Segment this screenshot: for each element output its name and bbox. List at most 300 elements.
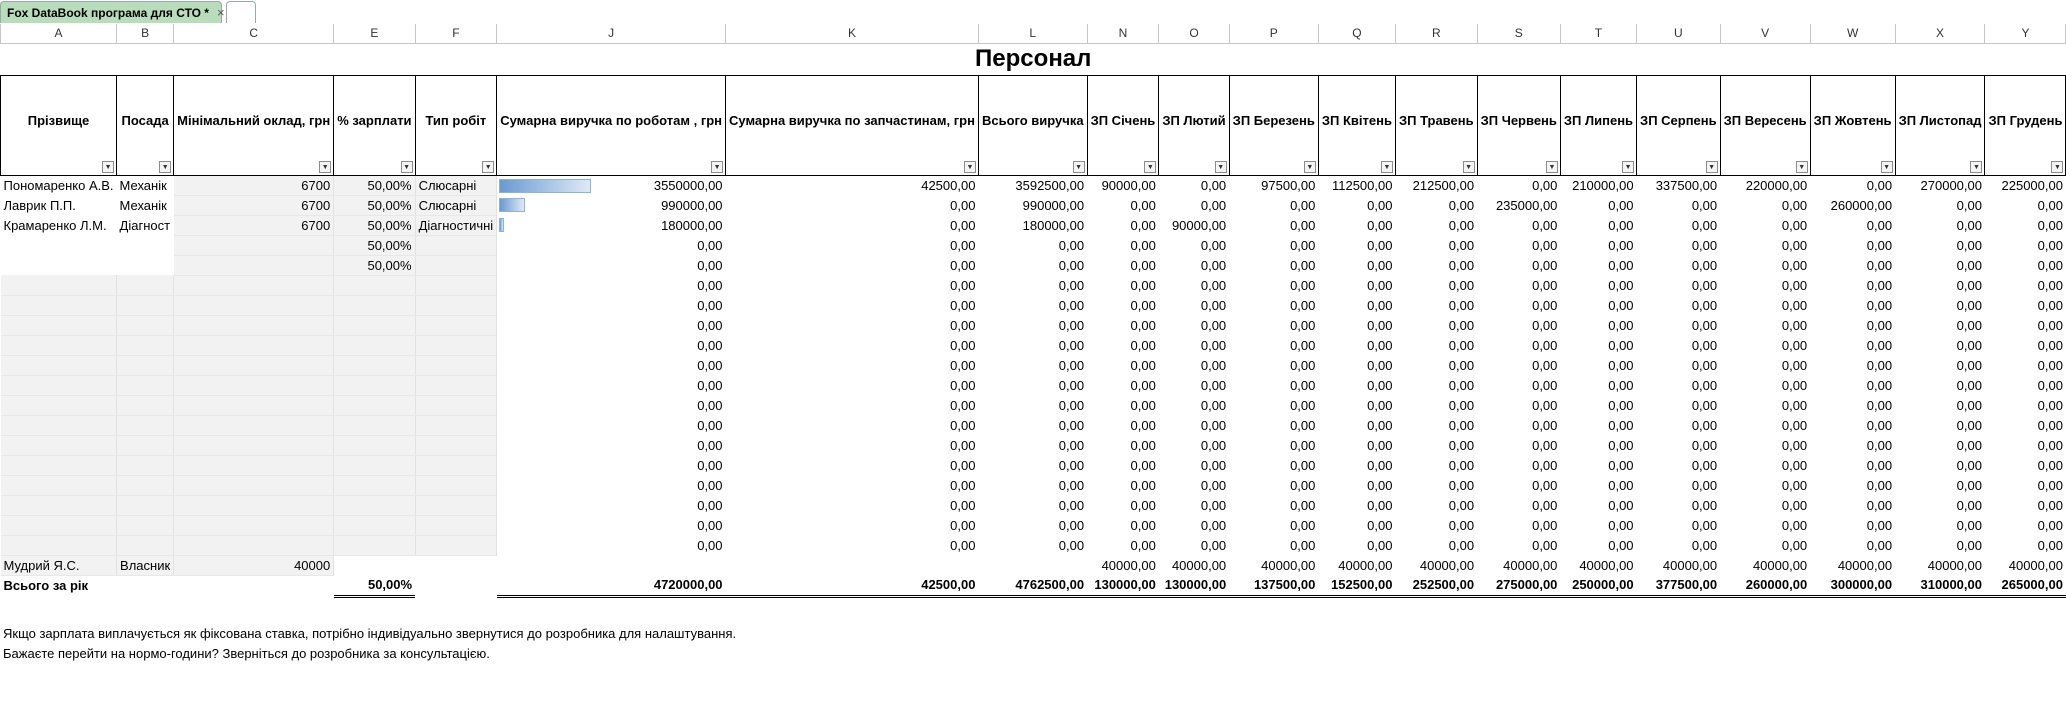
- cell-surname[interactable]: Крамаренко Л.М.: [3, 217, 107, 233]
- cell-month-salary[interactable]: 0,00: [1290, 417, 1316, 433]
- cell-revenue-total[interactable]: 0,00: [1058, 337, 1085, 353]
- cell-revenue-work[interactable]: 0,00: [697, 357, 723, 373]
- cell-work-type[interactable]: [415, 475, 497, 495]
- cell-work-type[interactable]: [415, 535, 497, 555]
- cell-month-salary[interactable]: 0,00: [1866, 237, 1893, 253]
- cell-revenue-total[interactable]: 0,00: [1058, 257, 1085, 273]
- cell-month-salary[interactable]: 0,00: [2037, 517, 2063, 533]
- cell-month-salary[interactable]: 0,00: [1200, 477, 1227, 493]
- cell-month-salary[interactable]: 40000,00: [1752, 557, 1808, 573]
- cell-month-salary[interactable]: 0,00: [1781, 497, 1808, 513]
- cell-month-salary[interactable]: 0,00: [1130, 217, 1156, 233]
- cell-month-salary[interactable]: 0,00: [1866, 417, 1893, 433]
- cell-month-salary[interactable]: 0,00: [1290, 437, 1316, 453]
- cell-position[interactable]: [117, 455, 174, 475]
- cell-surname[interactable]: [1, 235, 117, 255]
- cell-month-salary[interactable]: 0,00: [1290, 197, 1316, 213]
- cell-revenue-work[interactable]: [497, 235, 726, 255]
- cell-surname[interactable]: [1, 255, 117, 275]
- cell-month-salary[interactable]: 0,00: [1956, 337, 1982, 353]
- cell-month-salary[interactable]: 0,00: [1130, 197, 1156, 213]
- cell-month-salary[interactable]: 0,00: [1200, 257, 1227, 273]
- cell-revenue-parts[interactable]: 0,00: [950, 197, 976, 213]
- cell-month-salary[interactable]: 0,00: [1532, 237, 1558, 253]
- cell-month-salary[interactable]: 90000,00: [1171, 217, 1227, 233]
- cell-min-salary[interactable]: [174, 275, 334, 295]
- cell-month-salary[interactable]: 0,00: [1781, 477, 1808, 493]
- cell-month-salary[interactable]: 0,00: [1608, 437, 1634, 453]
- cell-surname[interactable]: [1, 475, 117, 495]
- filter-dropdown-icon[interactable]: ▼: [482, 161, 494, 173]
- cell-revenue-total[interactable]: 0,00: [1058, 497, 1085, 513]
- cell-month-salary[interactable]: 0,00: [1448, 477, 1475, 493]
- cell-month-salary[interactable]: 0,00: [1367, 517, 1393, 533]
- cell-month-salary[interactable]: 0,00: [1781, 357, 1808, 373]
- cell-work-type[interactable]: [415, 335, 497, 355]
- cell-month-salary[interactable]: 0,00: [1866, 537, 1893, 553]
- cell-month-salary[interactable]: 0,00: [1200, 177, 1227, 193]
- cell-month-salary[interactable]: 0,00: [1608, 317, 1634, 333]
- cell-revenue-parts[interactable]: 0,00: [950, 457, 976, 473]
- cell-month-salary[interactable]: 0,00: [1367, 277, 1393, 293]
- cell-surname[interactable]: [1, 515, 117, 535]
- cell-percent[interactable]: [334, 315, 415, 335]
- cell-month-salary[interactable]: 0,00: [1608, 537, 1634, 553]
- cell-month-salary[interactable]: 0,00: [1691, 437, 1718, 453]
- cell-month-salary[interactable]: 0,00: [2037, 437, 2063, 453]
- cell-month-salary[interactable]: 0,00: [1290, 537, 1316, 553]
- cell-revenue-total[interactable]: 0,00: [1058, 317, 1085, 333]
- cell-month-salary[interactable]: 0,00: [1691, 377, 1718, 393]
- cell-revenue-parts[interactable]: 0,00: [950, 397, 976, 413]
- cell-position[interactable]: [117, 435, 174, 455]
- filter-dropdown-icon[interactable]: ▼: [1215, 161, 1227, 173]
- cell-month-salary[interactable]: 0,00: [1956, 537, 1982, 553]
- cell-month-salary[interactable]: 0,00: [1367, 417, 1393, 433]
- cell-month-salary[interactable]: 40000,00: [2008, 557, 2063, 573]
- cell-month-salary[interactable]: 0,00: [1130, 297, 1156, 313]
- cell-work-type[interactable]: Слюсарні: [415, 175, 497, 195]
- cell-percent[interactable]: [334, 335, 415, 355]
- cell-min-salary[interactable]: [174, 315, 334, 335]
- total-month-salary[interactable]: 130000,00: [1087, 575, 1159, 596]
- cell-month-salary[interactable]: 0,00: [1448, 537, 1475, 553]
- cell-month-salary[interactable]: 0,00: [1367, 357, 1393, 373]
- cell-work-type[interactable]: [415, 295, 497, 315]
- filter-dropdown-icon[interactable]: ▼: [1881, 161, 1893, 173]
- cell-month-salary[interactable]: 0,00: [1448, 497, 1475, 513]
- cell-month-salary[interactable]: 0,00: [1956, 477, 1982, 493]
- cell-position[interactable]: [117, 415, 174, 435]
- cell-min-salary[interactable]: [174, 495, 334, 515]
- cell-month-salary[interactable]: 40000,00: [1662, 557, 1718, 573]
- column-header[interactable]: [1560, 75, 1636, 175]
- cell-percent[interactable]: [334, 415, 415, 435]
- cell-month-salary[interactable]: 0,00: [1448, 397, 1475, 413]
- cell-month-salary[interactable]: 0,00: [2037, 217, 2063, 233]
- cell-month-salary[interactable]: 0,00: [1532, 317, 1558, 333]
- cell-month-salary[interactable]: 0,00: [1781, 457, 1808, 473]
- cell-revenue-parts[interactable]: 0,00: [950, 217, 976, 233]
- cell-month-salary[interactable]: 0,00: [1290, 217, 1316, 233]
- cell-work-type[interactable]: Слюсарні: [415, 195, 497, 215]
- cell-month-salary[interactable]: 0,00: [1781, 317, 1808, 333]
- column-header[interactable]: [1810, 75, 1895, 175]
- cell-revenue-total[interactable]: 0,00: [1058, 357, 1085, 373]
- cell-month-salary[interactable]: 0,00: [1608, 397, 1634, 413]
- cell-month-salary[interactable]: 0,00: [1956, 397, 1982, 413]
- cell-month-salary[interactable]: 0,00: [2037, 397, 2063, 413]
- cell-month-salary[interactable]: 0,00: [1781, 537, 1808, 553]
- cell-month-salary[interactable]: 0,00: [1367, 297, 1393, 313]
- cell-position[interactable]: [117, 475, 174, 495]
- column-header[interactable]: [174, 75, 334, 175]
- cell-revenue-work[interactable]: 0,00: [697, 277, 723, 293]
- cell-position[interactable]: Діагност: [119, 217, 171, 233]
- column-header-letter[interactable]: Q: [1318, 24, 1395, 43]
- cell-revenue-parts[interactable]: 0,00: [950, 257, 976, 273]
- cell-month-salary[interactable]: 0,00: [1956, 517, 1982, 533]
- cell-month-salary[interactable]: 0,00: [1200, 357, 1227, 373]
- cell-surname[interactable]: Мудрий Я.С.: [1, 555, 117, 575]
- cell-month-salary[interactable]: 40000,00: [1837, 557, 1893, 573]
- total-revenue-work[interactable]: 4720000,00: [497, 575, 726, 596]
- cell-month-salary[interactable]: 0,00: [2037, 337, 2063, 353]
- cell-month-salary[interactable]: 0,00: [1448, 277, 1475, 293]
- cell-month-salary[interactable]: 0,00: [1448, 257, 1475, 273]
- cell-month-salary[interactable]: 0,00: [1290, 337, 1316, 353]
- cell-min-salary[interactable]: [174, 475, 334, 495]
- cell-revenue-work[interactable]: 0,00: [697, 337, 723, 353]
- cell-month-salary[interactable]: 0,00: [1532, 377, 1558, 393]
- cell-percent[interactable]: [334, 295, 415, 315]
- filter-dropdown-icon[interactable]: ▼: [1970, 161, 1982, 173]
- cell-revenue-total[interactable]: 0,00: [1058, 377, 1085, 393]
- cell-min-salary[interactable]: [174, 575, 334, 596]
- cell-month-salary[interactable]: 0,00: [1781, 297, 1808, 313]
- cell-month-salary[interactable]: 0,00: [1781, 257, 1808, 273]
- cell-month-salary[interactable]: 0,00: [1130, 317, 1156, 333]
- cell-surname[interactable]: [1, 535, 117, 555]
- cell-month-salary[interactable]: 0,00: [1866, 477, 1893, 493]
- cell-revenue-total[interactable]: 0,00: [1058, 277, 1085, 293]
- column-header[interactable]: [334, 75, 415, 175]
- cell-percent[interactable]: [334, 535, 415, 555]
- cell-percent[interactable]: 50,00%: [334, 175, 415, 195]
- cell-revenue-work[interactable]: 0,00: [697, 297, 723, 313]
- cell-min-salary[interactable]: [174, 515, 334, 535]
- cell-month-salary[interactable]: 0,00: [1956, 217, 1982, 233]
- column-header-letter[interactable]: N: [1087, 24, 1159, 43]
- cell-month-salary[interactable]: 0,00: [1130, 237, 1156, 253]
- cell-month-salary[interactable]: 0,00: [1691, 277, 1718, 293]
- column-header-letter[interactable]: O: [1159, 24, 1229, 43]
- cell-month-salary[interactable]: 0,00: [1130, 457, 1156, 473]
- cell-month-salary[interactable]: 0,00: [1367, 437, 1393, 453]
- filter-dropdown-icon[interactable]: ▼: [319, 161, 331, 173]
- cell-month-salary[interactable]: 0,00: [1956, 357, 1982, 373]
- cell-month-salary[interactable]: 90000,00: [1101, 177, 1156, 193]
- cell-position[interactable]: [117, 495, 174, 515]
- cell-position[interactable]: Механік: [119, 197, 167, 213]
- column-header-letter[interactable]: P: [1229, 24, 1318, 43]
- cell-percent[interactable]: [334, 495, 415, 515]
- cell-month-salary[interactable]: 0,00: [2037, 417, 2063, 433]
- cell-month-salary[interactable]: 0,00: [1200, 417, 1227, 433]
- cell-revenue-work[interactable]: 0,00: [697, 517, 723, 533]
- cell-month-salary[interactable]: 0,00: [1532, 177, 1558, 193]
- cell-work-type[interactable]: [415, 395, 497, 415]
- column-header[interactable]: [1318, 75, 1395, 175]
- column-header-letter[interactable]: U: [1637, 24, 1721, 43]
- cell-month-salary[interactable]: 0,00: [1691, 297, 1718, 313]
- cell-percent[interactable]: [334, 515, 415, 535]
- cell-percent[interactable]: [334, 395, 415, 415]
- column-header[interactable]: [497, 75, 726, 175]
- cell-surname[interactable]: [1, 415, 117, 435]
- cell-month-salary[interactable]: 0,00: [1448, 437, 1475, 453]
- cell-position[interactable]: [117, 515, 174, 535]
- cell-month-salary[interactable]: 0,00: [1608, 197, 1634, 213]
- cell-month-salary[interactable]: 0,00: [1290, 477, 1316, 493]
- cell-month-salary[interactable]: 0,00: [1367, 457, 1393, 473]
- cell-month-salary[interactable]: 270000,00: [1920, 177, 1982, 193]
- cell-revenue-work[interactable]: 0,00: [697, 317, 723, 333]
- column-header[interactable]: [726, 75, 979, 175]
- cell-revenue-work[interactable]: [497, 255, 726, 275]
- cell-revenue-total[interactable]: 0,00: [1058, 537, 1085, 553]
- filter-dropdown-icon[interactable]: ▼: [964, 161, 976, 173]
- cell-month-salary[interactable]: 0,00: [1691, 477, 1718, 493]
- cell-position[interactable]: [117, 395, 174, 415]
- column-header[interactable]: [1229, 75, 1318, 175]
- cell-percent[interactable]: 50,00%: [334, 255, 415, 275]
- cell-month-salary[interactable]: 0,00: [1691, 457, 1718, 473]
- cell-month-salary[interactable]: 0,00: [1448, 317, 1475, 333]
- cell-month-salary[interactable]: 0,00: [1691, 337, 1718, 353]
- column-header-letter[interactable]: Y: [1985, 24, 2066, 43]
- cell-month-salary[interactable]: 0,00: [1781, 517, 1808, 533]
- cell-month-salary[interactable]: 0,00: [1448, 297, 1475, 313]
- cell-month-salary[interactable]: 0,00: [1367, 497, 1393, 513]
- cell-work-type[interactable]: [415, 235, 497, 255]
- cell-month-salary[interactable]: 0,00: [1367, 237, 1393, 253]
- cell-surname[interactable]: [1, 315, 117, 335]
- cell-month-salary[interactable]: 0,00: [1448, 197, 1475, 213]
- cell-month-salary[interactable]: 0,00: [1532, 217, 1558, 233]
- filter-dropdown-icon[interactable]: ▼: [2051, 161, 2063, 173]
- filter-dropdown-icon[interactable]: ▼: [1381, 161, 1393, 173]
- cell-month-salary[interactable]: 0,00: [2037, 317, 2063, 333]
- cell-revenue-parts[interactable]: 0,00: [950, 297, 976, 313]
- cell-month-salary[interactable]: 0,00: [1532, 357, 1558, 373]
- total-month-salary[interactable]: 310000,00: [1895, 575, 1985, 596]
- column-header[interactable]: [1395, 75, 1477, 175]
- total-month-salary[interactable]: 137500,00: [1229, 575, 1318, 596]
- cell-surname[interactable]: [1, 355, 117, 375]
- cell-month-salary[interactable]: 0,00: [1532, 437, 1558, 453]
- cell-work-type[interactable]: [415, 455, 497, 475]
- cell-surname[interactable]: [1, 455, 117, 475]
- total-label[interactable]: Всього за рік: [3, 578, 89, 594]
- cell-month-salary[interactable]: 0,00: [1448, 417, 1475, 433]
- total-month-salary[interactable]: 250000,00: [1560, 575, 1636, 596]
- column-header[interactable]: [1637, 75, 1721, 175]
- cell-min-salary[interactable]: [174, 395, 334, 415]
- cell-month-salary[interactable]: 0,00: [1866, 437, 1893, 453]
- cell-month-salary[interactable]: 0,00: [1532, 477, 1558, 493]
- cell-month-salary[interactable]: 0,00: [1956, 317, 1982, 333]
- total-month-salary[interactable]: 252500,00: [1395, 575, 1477, 596]
- total-percent[interactable]: 50,00%: [334, 575, 415, 596]
- cell-revenue-total[interactable]: 180000,00: [1022, 217, 1085, 233]
- cell-month-salary[interactable]: 0,00: [1781, 337, 1808, 353]
- cell-month-salary[interactable]: 0,00: [1532, 257, 1558, 273]
- cell-month-salary[interactable]: 0,00: [2037, 477, 2063, 493]
- cell-month-salary[interactable]: 0,00: [1608, 477, 1634, 493]
- cell-revenue-total[interactable]: 0,00: [1058, 397, 1085, 413]
- total-revenue-total[interactable]: 4762500,00: [978, 575, 1087, 596]
- cell-percent[interactable]: 50,00%: [334, 235, 415, 255]
- filter-dropdown-icon[interactable]: ▼: [1073, 161, 1085, 173]
- cell-month-salary[interactable]: 0,00: [1866, 517, 1893, 533]
- cell-month-salary[interactable]: 0,00: [1200, 437, 1227, 453]
- cell-revenue-parts[interactable]: 0,00: [950, 277, 976, 293]
- cell-revenue-parts[interactable]: 0,00: [950, 317, 976, 333]
- cell-work-type[interactable]: [415, 255, 497, 275]
- cell-month-salary[interactable]: 0,00: [1200, 517, 1227, 533]
- cell-position[interactable]: Механік: [119, 177, 167, 193]
- cell-revenue-parts[interactable]: 0,00: [950, 537, 976, 553]
- column-header-letter[interactable]: S: [1477, 24, 1560, 43]
- cell-work-type[interactable]: [415, 415, 497, 435]
- cell-month-salary[interactable]: 0,00: [1691, 417, 1718, 433]
- cell-month-salary[interactable]: 0,00: [1608, 217, 1634, 233]
- cell-month-salary[interactable]: 0,00: [1448, 337, 1475, 353]
- cell-month-salary[interactable]: 0,00: [1200, 297, 1227, 313]
- cell-month-salary[interactable]: 0,00: [1866, 257, 1893, 273]
- cell-month-salary[interactable]: 0,00: [1608, 337, 1634, 353]
- cell-month-salary[interactable]: 40000,00: [1419, 557, 1475, 573]
- cell-month-salary[interactable]: 0,00: [1532, 397, 1558, 413]
- cell-month-salary[interactable]: 0,00: [1290, 317, 1316, 333]
- cell-revenue-work[interactable]: 0,00: [697, 537, 723, 553]
- cell-month-salary[interactable]: 0,00: [2037, 197, 2063, 213]
- cell-month-salary[interactable]: 0,00: [1691, 357, 1718, 373]
- cell-position[interactable]: [117, 235, 174, 255]
- cell-surname[interactable]: [1, 295, 117, 315]
- cell-surname[interactable]: [1, 495, 117, 515]
- cell-work-type[interactable]: [415, 275, 497, 295]
- column-header[interactable]: [415, 75, 497, 175]
- column-header[interactable]: [1985, 75, 2066, 175]
- cell-month-salary[interactable]: 0,00: [1691, 317, 1718, 333]
- cell-work-type[interactable]: [415, 555, 497, 575]
- filter-dropdown-icon[interactable]: ▼: [1706, 161, 1718, 173]
- cell-month-salary[interactable]: 0,00: [1448, 357, 1475, 373]
- cell-month-salary[interactable]: 0,00: [1367, 337, 1393, 353]
- cell-min-salary[interactable]: [174, 535, 334, 555]
- cell-revenue-total[interactable]: 0,00: [1058, 477, 1085, 493]
- cell-month-salary[interactable]: 0,00: [1448, 377, 1475, 393]
- cell-month-salary[interactable]: 0,00: [1130, 337, 1156, 353]
- column-header-letter[interactable]: W: [1810, 24, 1895, 43]
- cell-min-salary[interactable]: 6700: [174, 195, 334, 215]
- cell-work-type[interactable]: [415, 495, 497, 515]
- cell-month-salary[interactable]: 0,00: [1866, 177, 1893, 193]
- cell-revenue-parts[interactable]: 0,00: [950, 237, 976, 253]
- cell-month-salary[interactable]: 0,00: [1290, 237, 1316, 253]
- cell-month-salary[interactable]: 0,00: [1781, 237, 1808, 253]
- column-header[interactable]: [978, 75, 1087, 175]
- cell-surname[interactable]: [1, 395, 117, 415]
- cell-month-salary[interactable]: 0,00: [1608, 457, 1634, 473]
- cell-month-salary[interactable]: 0,00: [1367, 477, 1393, 493]
- cell-revenue-parts[interactable]: 0,00: [950, 357, 976, 373]
- filter-dropdown-icon[interactable]: ▼: [1546, 161, 1558, 173]
- cell-month-salary[interactable]: 0,00: [1781, 277, 1808, 293]
- cell-percent[interactable]: 50,00%: [334, 215, 415, 235]
- cell-month-salary[interactable]: 0,00: [2037, 497, 2063, 513]
- cell-revenue-work[interactable]: [497, 195, 726, 215]
- total-month-salary[interactable]: 130000,00: [1159, 575, 1229, 596]
- cell-month-salary[interactable]: 0,00: [1691, 217, 1718, 233]
- cell-month-salary[interactable]: 0,00: [1290, 277, 1316, 293]
- cell-month-salary[interactable]: 337500,00: [1655, 177, 1718, 193]
- new-tab-button[interactable]: [226, 1, 256, 23]
- cell-min-salary[interactable]: [174, 435, 334, 455]
- cell-surname[interactable]: [1, 335, 117, 355]
- cell-month-salary[interactable]: 0,00: [1290, 457, 1316, 473]
- cell-month-salary[interactable]: 0,00: [1200, 457, 1227, 473]
- cell-percent[interactable]: [334, 275, 415, 295]
- cell-month-salary[interactable]: 0,00: [1691, 257, 1718, 273]
- total-month-salary[interactable]: 377500,00: [1637, 575, 1721, 596]
- cell-month-salary[interactable]: 0,00: [2037, 537, 2063, 553]
- cell-month-salary[interactable]: 0,00: [1532, 277, 1558, 293]
- cell-month-salary[interactable]: 0,00: [1367, 197, 1393, 213]
- cell-month-salary[interactable]: 0,00: [1608, 277, 1634, 293]
- cell-month-salary[interactable]: 40000,00: [1503, 557, 1558, 573]
- cell-month-salary[interactable]: 0,00: [1866, 457, 1893, 473]
- cell-month-salary[interactable]: 0,00: [1781, 377, 1808, 393]
- cell-percent[interactable]: [334, 475, 415, 495]
- cell-revenue-parts[interactable]: 0,00: [950, 377, 976, 393]
- filter-dropdown-icon[interactable]: ▼: [711, 161, 723, 173]
- cell-percent[interactable]: [334, 455, 415, 475]
- cell-month-salary[interactable]: 0,00: [1290, 257, 1316, 273]
- filter-dropdown-icon[interactable]: ▼: [1463, 161, 1475, 173]
- cell-month-salary[interactable]: 112500,00: [1331, 177, 1393, 193]
- cell-revenue-parts[interactable]: 0,00: [950, 437, 976, 453]
- column-header[interactable]: [1720, 75, 1810, 175]
- cell-min-salary[interactable]: [174, 355, 334, 375]
- total-month-salary[interactable]: 265000,00: [1985, 575, 2066, 596]
- cell-month-salary[interactable]: 0,00: [1290, 297, 1316, 313]
- cell-revenue-parts[interactable]: 0,00: [950, 337, 976, 353]
- cell-month-salary[interactable]: 0,00: [1866, 397, 1893, 413]
- cell-month-salary[interactable]: 0,00: [1367, 317, 1393, 333]
- cell-month-salary[interactable]: 0,00: [1866, 357, 1893, 373]
- cell-month-salary[interactable]: 0,00: [1956, 437, 1982, 453]
- cell-revenue-work[interactable]: 0,00: [697, 457, 723, 473]
- cell-month-salary[interactable]: 0,00: [1200, 497, 1227, 513]
- total-revenue-parts[interactable]: 42500,00: [726, 575, 979, 596]
- cell-month-salary[interactable]: 0,00: [1781, 397, 1808, 413]
- cell-month-salary[interactable]: 0,00: [1130, 477, 1156, 493]
- cell-month-salary[interactable]: 0,00: [1956, 497, 1982, 513]
- column-header[interactable]: [1159, 75, 1229, 175]
